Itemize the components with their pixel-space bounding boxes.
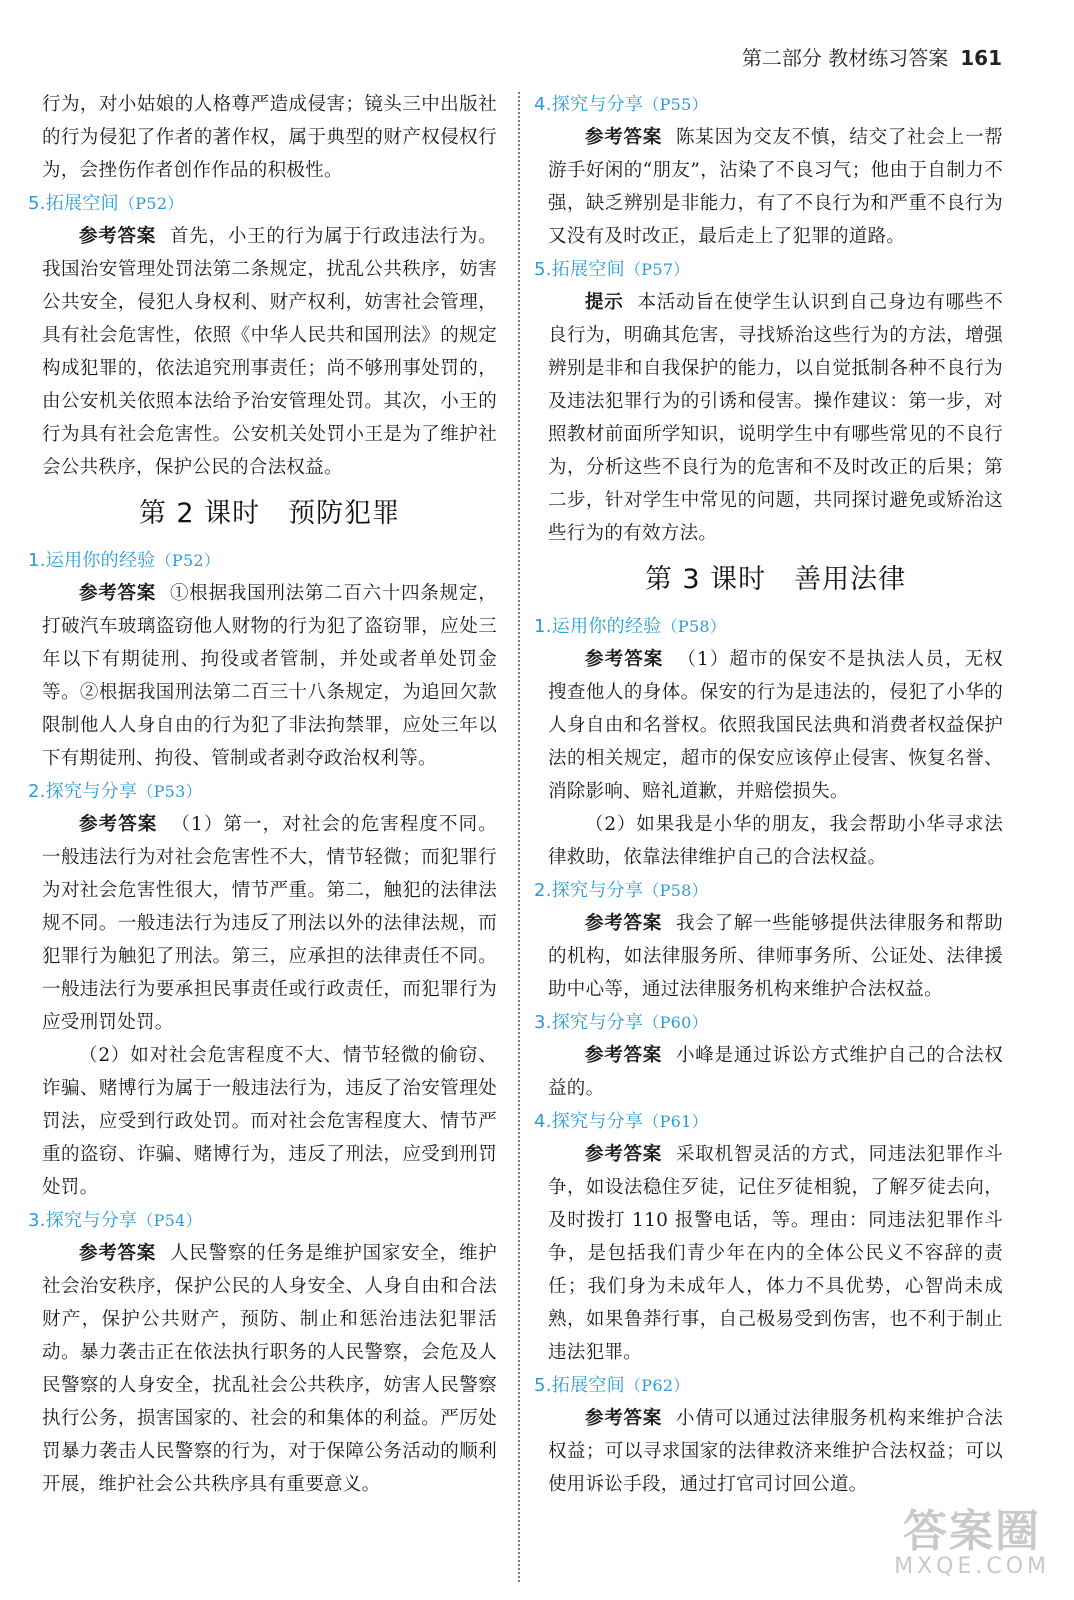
answer-text: 人民警察的任务是维护国家安全，维护社会治安秩序，保护公民的人身安全、人身自由和合法财产，保护公共财产，预防、制止和惩治违法犯罪活动。暴力袭击正在依法执行职务的人民警察，会危及人民警察的人身安全，扰乱社会公共秩序，妨害人民警察执行公务，损害国家的、社会的和集体的利益。严厉处罚暴力袭击人民警察的行为，对于保障公务活动的顺利开展，维护社会公共秩序具有重要意义。 [42, 1243, 497, 1495]
section-heading [534, 253, 1003, 286]
answer-paragraph [548, 1138, 1003, 1369]
section-heading-text: 2.探究与分享 [534, 880, 644, 901]
hint-label: 提示 [585, 292, 624, 313]
right-column [534, 88, 1004, 1501]
watermark-logo [894, 1506, 1050, 1579]
answer-paragraph [548, 1039, 1003, 1105]
column-divider [518, 92, 520, 1582]
answer-paragraph [42, 220, 497, 484]
section-page-ref: （P58） [643, 881, 708, 900]
watermark-text: 答案圈 [903, 1506, 1042, 1557]
watermark-url: MXQE.COM [894, 1554, 1050, 1579]
section-heading-text: 5.拓展空间 [28, 193, 119, 214]
section-heading [534, 88, 1003, 121]
lesson-title [548, 550, 1003, 610]
answer-paragraph [42, 808, 497, 1039]
answer-label: 参考答案 [79, 814, 158, 835]
section-heading [534, 1006, 1003, 1039]
answer-text: 首先，小王的行为属于行政违法行为。我国治安管理处罚法第二条规定，扰乱公共秩序，妨害公共安全，侵犯人身权利、财产权利，妨害社会管理，具有社会危害性，依照《中华人民共和国刑法》的规定构成犯罪的，依法追究刑事责任；尚不够刑事处罚的，由公安机关依照本法给予治安管理处罚。其次，小王的行为具有社会危害性。公安机关处罚小王是为了维护社会公共秩序，保护公民的合法权益。 [42, 226, 497, 478]
page-header [742, 42, 1002, 71]
lesson-number: 第 2 课时 [138, 498, 261, 529]
answer-label: 参考答案 [585, 649, 664, 670]
answer-label: 参考答案 [585, 1408, 663, 1429]
section-heading [28, 1204, 497, 1237]
answer-paragraph-2: （2）如果我是小华的朋友，我会帮助小华寻求法律救助，依靠法律维护自己的合法权益。 [548, 814, 1003, 868]
section-heading-text: 4.探究与分享 [534, 1111, 644, 1132]
section-page-ref: （P61） [643, 1112, 708, 1131]
section-heading-text: 5.拓展空间 [534, 1375, 625, 1396]
section-heading [28, 187, 497, 220]
section-page-ref: （P62） [624, 1376, 690, 1395]
answer-text: 采取机智灵活的方式，同违法犯罪作斗争，如设法稳住歹徒，记住歹徒相貌，了解歹徒去向，及时拨打 110 报警电话，等。理由：同违法犯罪作斗争，是包括我们青少年在内的全体公民义不容辞的责任；我们身为未成年人，体力不具优势，心智尚未成熟，如果鲁莽行事，自己极易受到伤害，也不利于制止违法犯罪。 [548, 1144, 1003, 1363]
intro-paragraph: 行为，对小姑娘的人格尊严造成侵害；镜头三中出版社的行为侵犯了作者的著作权，属于典型的财产权侵权行为，会挫伤作者创作作品的积极性。 [42, 94, 497, 181]
section-heading-text: 3.探究与分享 [28, 1210, 138, 1231]
answer-text: （1）超市的保安不是执法人员，无权搜查他人的身体。保安的行为是违法的，侵犯了小华的人身自由和名誉权。依照我国民法典和消费者权益保护法的相关规定，超市的保安应该停止侵害、恢复名誉、消除影响、赔礼道歉，并赔偿损失。 [548, 649, 1003, 802]
lesson-number: 第 3 课时 [644, 564, 767, 595]
answer-label: 参考答案 [585, 1045, 663, 1066]
header-title: 第二部分 教材练习答案 [741, 46, 949, 70]
answer-paragraph [42, 1237, 497, 1501]
answer-paragraph [42, 577, 497, 775]
answer-label: 参考答案 [585, 913, 663, 934]
section-heading [28, 544, 497, 577]
answer-text: 陈某因为交友不慎，结交了社会上一帮游手好闲的“朋友”，沾染了不良习气；他由于自制力不强，缺乏辨别是非能力，有了不良行为和严重不良行为又没有及时改正，最后走上了犯罪的道路。 [548, 127, 1003, 247]
section-page-ref: （P52） [155, 551, 221, 570]
section-heading [534, 1369, 1003, 1402]
lesson-title [42, 484, 497, 544]
section-heading-text: 5.拓展空间 [534, 259, 625, 280]
answer-paragraph-2: （2）如对社会危害程度不大、情节轻微的偷窃、诈骗、赌博行为属于一般违法行为，违反了治安管理处罚法，应受到行政处罚。而对社会危害程度大、情节严重的盗窃、诈骗、赌博行为，违反了刑法，应受到刑罚处罚。 [42, 1045, 497, 1198]
answer-text: ①根据我国刑法第二百六十四条规定，打破汽车玻璃盗窃他人财物的行为犯了盗窃罪，应处三年以下有期徒刑、拘役或者管制，并处或者单处罚金等。②根据我国刑法第二百三十八条规定，为追回欠款限制他人人身自由的行为犯了非法拘禁罪，应处三年以下有期徒刑、拘役、管制或者剥夺政治权利等。 [42, 583, 497, 769]
answer-text: 本活动旨在使学生认识到自己身边有哪些不良行为，明确其危害，寻找矫治这些行为的方法，增强辨别是非和自我保护的能力，以自觉抵制各种不良行为及违法犯罪行为的引诱和侵害。操作建议：第一步，对照教材前面所学知识，说明学生中有哪些常见的不良行为，分析这些不良行为的危害和不及时改正的后果；第二步，针对学生中常见的问题，共同探讨避免或矫治这些行为的有效方法。 [548, 292, 1004, 544]
section-page-ref: （P53） [137, 782, 202, 801]
answer-text: 我会了解一些能够提供法律服务和帮助的机构，如法律服务所、律师事务所、公证处、法律援助中心等，通过法律服务机构来维护合法权益。 [548, 913, 1003, 1000]
section-page-ref: （P57） [624, 260, 690, 279]
section-page-ref: （P60） [643, 1013, 708, 1032]
answer-paragraph [548, 643, 1003, 808]
answer-paragraph [548, 907, 1003, 1006]
answer-paragraph [548, 121, 1003, 253]
lesson-name: 预防犯罪 [288, 498, 401, 529]
section-page-ref: （P52） [118, 194, 184, 213]
answer-label: 参考答案 [79, 226, 157, 247]
answer-label: 参考答案 [79, 583, 157, 604]
section-heading-text: 4.探究与分享 [534, 94, 644, 115]
answer-paragraph [548, 1402, 1003, 1501]
lesson-name: 善用法律 [794, 564, 907, 595]
answer-text: 小倩可以通过法律服务机构来维护合法权益；可以寻求国家的法律救济来维护合法权益；可以使用诉讼手段，通过打官司讨回公道。 [548, 1408, 1003, 1495]
answer-label: 参考答案 [585, 1144, 663, 1165]
section-heading [28, 775, 497, 808]
section-heading-text: 1.运用你的经验 [534, 616, 662, 637]
page-number: 161 [960, 46, 1002, 70]
section-heading [534, 874, 1003, 907]
section-heading-text: 1.运用你的经验 [28, 550, 156, 571]
left-column [28, 88, 497, 1501]
answer-paragraph [548, 286, 1003, 550]
answer-text: （1）第一，对社会的危害程度不同。一般违法行为对社会危害性不大，情节轻微；而犯罪行为对社会危害性很大，情节严重。第二，触犯的法律法规不同。一般违法行为违反了刑法以外的法律法规，而犯罪行为触犯了刑法。第三，应承担的法律责任不同。一般违法行为要承担民事责任或行政责任，而犯罪行为应受刑罚处罚。 [42, 814, 497, 1033]
section-heading [534, 610, 1003, 643]
answer-label: 参考答案 [585, 127, 663, 148]
section-page-ref: （P54） [137, 1211, 202, 1230]
section-heading [534, 1105, 1003, 1138]
section-heading-text: 3.探究与分享 [534, 1012, 644, 1033]
answer-text: 小峰是通过诉讼方式维护自己的合法权益的。 [548, 1045, 1003, 1099]
section-page-ref: （P55） [643, 95, 708, 114]
section-heading-text: 2.探究与分享 [28, 781, 138, 802]
answer-label: 参考答案 [79, 1243, 157, 1264]
section-page-ref: （P58） [661, 617, 727, 636]
